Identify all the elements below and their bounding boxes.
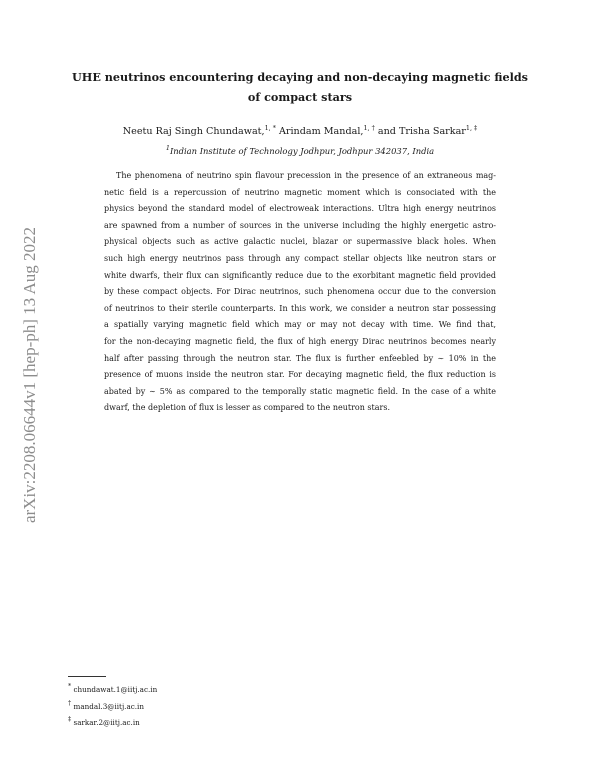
author-list	[80, 121, 520, 139]
abstract-line: by these compact objects. For Dirac neutrinos, such phenomena occur due to the conversion	[104, 287, 496, 297]
affiliation	[80, 142, 520, 157]
paper-title: UHE neutrinos encountering decaying and non-decaying magnetic fields of compact stars	[72, 70, 528, 104]
footnote-email: chundawat.1@iitj.ac.in	[73, 685, 158, 694]
footnote-email: sarkar.2@iitj.ac.in	[73, 718, 140, 727]
abstract-line: white dwarfs, their flux can significantly reduce due to the exorbitant magnetic field provided	[104, 270, 496, 280]
author-affiliation-mark: 1, ‡	[465, 124, 478, 132]
abstract-line: such high energy neutrinos pass through any compact stellar objects like neutron stars or	[104, 253, 496, 263]
author-affiliation-mark: 1, †	[363, 124, 375, 132]
footnote-item	[68, 697, 157, 714]
arxiv-identifier-stamp	[14, 195, 42, 555]
abstract-line: dwarf, the depletion of flux is lesser as compared to the neutron stars.	[104, 403, 390, 413]
abstract-line: presence of muons inside the neutron star. For decaying magnetic field, the flux reduction is	[104, 370, 496, 380]
footnotes	[68, 680, 157, 730]
abstract	[104, 168, 496, 417]
footnote-mark: ‡	[68, 715, 72, 723]
abstract-line: abated by ∼ 5% as compared to the temporally static magnetic field. In the case of a white	[104, 386, 496, 396]
footnote-email: mandal.3@iitj.ac.in	[73, 701, 144, 711]
affiliation-mark: 1	[165, 144, 170, 152]
abstract-line: are spawned from a number of sources in the universe including the highly energetic astro-	[104, 220, 496, 230]
author-name: Arindam Mandal,	[278, 126, 364, 137]
abstract-line: half after passing through the neutron star. The flux is further enfeebled by ∼ 10% in the	[104, 353, 496, 363]
abstract-line: The phenomena of neutrino spin flavour precession in the presence of an extraneous mag-	[116, 171, 496, 180]
footnote-item	[68, 713, 157, 730]
footnote-mark: *	[68, 682, 72, 690]
author-conjunction: and	[377, 126, 396, 137]
author-affiliation-mark: 1, *	[264, 124, 276, 132]
author-name: Trisha Sarkar	[398, 126, 466, 137]
author-name: Neetu Raj Singh Chundawat,	[122, 126, 265, 137]
footnote-mark: †	[68, 698, 72, 707]
affiliation-text: Indian Institute of Technology Jodhpur, Jodhpur 342037, India	[169, 146, 435, 156]
abstract-line: a spatially varying magnetic field which may or may not decay with time. We find that,	[104, 320, 496, 330]
abstract-line: netic field is a repercussion of neutrino magnetic moment which is consociated with the	[104, 187, 496, 197]
abstract-line: physical objects such as active galactic nuclei, blazar or supermassive black holes. When	[104, 237, 496, 247]
abstract-line: for the non-decaying magnetic field, the flux of high energy Dirac neutrinos becomes nearly	[104, 336, 496, 346]
abstract-line: of neutrinos to their sterile counterparts. In this work, we consider a neutron star possessing	[104, 303, 496, 313]
footnote-divider	[68, 676, 106, 677]
footnote-item	[68, 680, 157, 697]
arxiv-stamp-text: arXiv:2208.06644v1 [hep-ph] 13 Aug 2022	[20, 226, 39, 524]
abstract-line: physics beyond the standard model of electroweak interactions. Ultra high energy neutrinos	[104, 204, 496, 214]
